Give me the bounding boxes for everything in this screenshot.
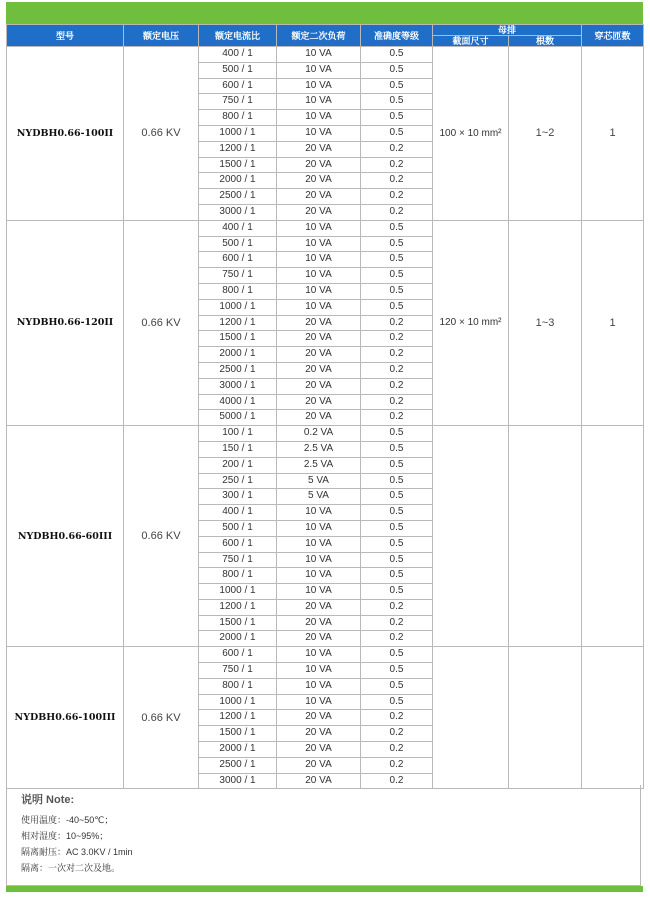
ratio-cell: 600 / 1 — [199, 252, 277, 268]
ratio-cell: 800 / 1 — [199, 110, 277, 126]
load-cell: 20 VA — [277, 710, 361, 726]
load-cell: 20 VA — [277, 742, 361, 758]
busbar-count-cell — [509, 647, 582, 789]
note-line: 相对湿度：10~95%； — [21, 831, 109, 841]
ratio-cell: 800 / 1 — [199, 283, 277, 299]
load-cell: 20 VA — [277, 599, 361, 615]
core-turns-cell: 1 — [582, 220, 644, 425]
core-turns-cell — [582, 647, 644, 789]
load-cell: 20 VA — [277, 173, 361, 189]
header-secondary-load: 额定二次负荷 — [277, 25, 361, 47]
ratio-cell: 2000 / 1 — [199, 631, 277, 647]
accuracy-cell: 0.2 — [361, 141, 433, 157]
accuracy-cell: 0.5 — [361, 283, 433, 299]
note-line: 使用温度：-40~50℃； — [21, 815, 114, 825]
load-cell: 20 VA — [277, 378, 361, 394]
accuracy-cell: 0.5 — [361, 678, 433, 694]
cross-section-cell — [433, 647, 509, 789]
load-cell: 20 VA — [277, 347, 361, 363]
ratio-cell: 5000 / 1 — [199, 410, 277, 426]
accuracy-cell: 0.5 — [361, 236, 433, 252]
ratio-cell: 500 / 1 — [199, 236, 277, 252]
accuracy-cell: 0.2 — [361, 347, 433, 363]
header-model: 型号 — [7, 25, 124, 47]
load-cell: 0.2 VA — [277, 426, 361, 442]
ratio-cell: 500 / 1 — [199, 62, 277, 78]
load-cell: 10 VA — [277, 110, 361, 126]
accuracy-cell: 0.5 — [361, 220, 433, 236]
ratio-cell: 300 / 1 — [199, 489, 277, 505]
load-cell: 10 VA — [277, 694, 361, 710]
accuracy-cell: 0.5 — [361, 663, 433, 679]
notes-title: 说明 Note: — [21, 794, 75, 806]
load-cell: 20 VA — [277, 631, 361, 647]
header-busbar: 母排 — [433, 25, 582, 36]
load-cell: 20 VA — [277, 189, 361, 205]
load-cell: 10 VA — [277, 125, 361, 141]
load-cell: 10 VA — [277, 678, 361, 694]
ratio-cell: 4000 / 1 — [199, 394, 277, 410]
ratio-cell: 1000 / 1 — [199, 299, 277, 315]
table-row — [7, 220, 644, 236]
ratio-cell: 1500 / 1 — [199, 157, 277, 173]
accuracy-cell: 0.2 — [361, 394, 433, 410]
load-cell: 20 VA — [277, 757, 361, 773]
accuracy-cell: 0.2 — [361, 362, 433, 378]
accuracy-cell: 0.2 — [361, 204, 433, 220]
accuracy-cell: 0.2 — [361, 410, 433, 426]
accuracy-cell: 0.5 — [361, 441, 433, 457]
cross-section-cell — [433, 426, 509, 647]
ratio-cell: 3000 / 1 — [199, 773, 277, 789]
ratio-cell: 2000 / 1 — [199, 347, 277, 363]
busbar-count-cell — [509, 426, 582, 647]
table-row — [7, 647, 644, 663]
accuracy-cell: 0.5 — [361, 505, 433, 521]
ratio-cell: 150 / 1 — [199, 441, 277, 457]
ratio-cell: 750 / 1 — [199, 663, 277, 679]
ratio-cell: 500 / 1 — [199, 520, 277, 536]
accuracy-cell: 0.5 — [361, 125, 433, 141]
ratio-cell: 1500 / 1 — [199, 615, 277, 631]
load-cell: 20 VA — [277, 315, 361, 331]
load-cell: 5 VA — [277, 489, 361, 505]
ratio-cell: 750 / 1 — [199, 552, 277, 568]
accuracy-cell: 0.2 — [361, 173, 433, 189]
load-cell: 10 VA — [277, 299, 361, 315]
ratio-cell: 750 / 1 — [199, 268, 277, 284]
accuracy-cell: 0.5 — [361, 694, 433, 710]
rated-voltage-cell: 0.66 KV — [124, 47, 199, 221]
rated-voltage-cell: 0.66 KV — [124, 426, 199, 647]
note-line: 隔离耐压：AC 3.0KV / 1min — [21, 847, 133, 857]
load-cell: 10 VA — [277, 252, 361, 268]
accuracy-cell: 0.2 — [361, 773, 433, 789]
ratio-cell: 2500 / 1 — [199, 362, 277, 378]
ratio-cell: 400 / 1 — [199, 47, 277, 63]
load-cell: 10 VA — [277, 268, 361, 284]
accuracy-cell: 0.5 — [361, 647, 433, 663]
accuracy-cell: 0.5 — [361, 536, 433, 552]
load-cell: 10 VA — [277, 220, 361, 236]
header-cross-section: 截面尺寸 — [433, 36, 509, 47]
table-row — [7, 47, 644, 63]
ratio-cell: 800 / 1 — [199, 568, 277, 584]
header-rated-voltage: 额定电压 — [124, 25, 199, 47]
ratio-cell: 3000 / 1 — [199, 378, 277, 394]
top-accent-bar — [6, 2, 643, 24]
spec-table — [6, 24, 644, 789]
accuracy-cell: 0.5 — [361, 552, 433, 568]
table-row — [7, 426, 644, 442]
ratio-cell: 1000 / 1 — [199, 694, 277, 710]
accuracy-cell: 0.2 — [361, 615, 433, 631]
rated-voltage-cell: 0.66 KV — [124, 647, 199, 789]
load-cell: 10 VA — [277, 78, 361, 94]
accuracy-cell: 0.5 — [361, 520, 433, 536]
model-cell: NYDBH0.66-120II — [7, 220, 124, 425]
load-cell: 20 VA — [277, 773, 361, 789]
accuracy-cell: 0.5 — [361, 568, 433, 584]
accuracy-cell: 0.5 — [361, 252, 433, 268]
load-cell: 10 VA — [277, 552, 361, 568]
load-cell: 20 VA — [277, 410, 361, 426]
load-cell: 10 VA — [277, 94, 361, 110]
accuracy-cell: 0.2 — [361, 378, 433, 394]
ratio-cell: 1500 / 1 — [199, 726, 277, 742]
busbar-count-cell: 1~2 — [509, 47, 582, 221]
table-body — [7, 47, 644, 789]
ratio-cell: 1200 / 1 — [199, 315, 277, 331]
load-cell: 20 VA — [277, 141, 361, 157]
accuracy-cell: 0.5 — [361, 47, 433, 63]
ratio-cell: 1000 / 1 — [199, 584, 277, 600]
core-turns-cell: 1 — [582, 47, 644, 221]
load-cell: 10 VA — [277, 283, 361, 299]
accuracy-cell: 0.5 — [361, 62, 433, 78]
accuracy-cell: 0.2 — [361, 742, 433, 758]
ratio-cell: 600 / 1 — [199, 536, 277, 552]
load-cell: 20 VA — [277, 394, 361, 410]
accuracy-cell: 0.5 — [361, 473, 433, 489]
ratio-cell: 2000 / 1 — [199, 742, 277, 758]
ratio-cell: 1000 / 1 — [199, 125, 277, 141]
accuracy-cell: 0.5 — [361, 299, 433, 315]
note-line: 隔离：一次对二次及地。 — [21, 863, 121, 873]
load-cell: 10 VA — [277, 520, 361, 536]
ratio-cell: 400 / 1 — [199, 505, 277, 521]
ratio-cell: 750 / 1 — [199, 94, 277, 110]
load-cell: 10 VA — [277, 663, 361, 679]
bottom-accent-bar — [6, 886, 643, 892]
ratio-cell: 250 / 1 — [199, 473, 277, 489]
load-cell: 10 VA — [277, 647, 361, 663]
load-cell: 10 VA — [277, 47, 361, 63]
core-turns-cell — [582, 426, 644, 647]
load-cell: 10 VA — [277, 584, 361, 600]
ratio-cell: 1200 / 1 — [199, 710, 277, 726]
cross-section-cell: 100 × 10 mm² — [433, 47, 509, 221]
accuracy-cell: 0.5 — [361, 584, 433, 600]
load-cell: 20 VA — [277, 157, 361, 173]
accuracy-cell: 0.2 — [361, 757, 433, 773]
model-cell: NYDBH0.66-100III — [7, 647, 124, 789]
accuracy-cell: 0.2 — [361, 331, 433, 347]
load-cell: 10 VA — [277, 505, 361, 521]
ratio-cell: 2500 / 1 — [199, 189, 277, 205]
ratio-cell: 1200 / 1 — [199, 599, 277, 615]
accuracy-cell: 0.5 — [361, 110, 433, 126]
ratio-cell: 600 / 1 — [199, 78, 277, 94]
load-cell: 10 VA — [277, 536, 361, 552]
ratio-cell: 600 / 1 — [199, 647, 277, 663]
accuracy-cell: 0.5 — [361, 457, 433, 473]
ratio-cell: 800 / 1 — [199, 678, 277, 694]
header-rated-ratio: 额定电流比 — [199, 25, 277, 47]
header-core-turns: 穿芯匝数 — [582, 25, 644, 47]
header-accuracy-class: 准确度等级 — [361, 25, 433, 47]
accuracy-cell: 0.2 — [361, 157, 433, 173]
load-cell: 10 VA — [277, 236, 361, 252]
accuracy-cell: 0.2 — [361, 599, 433, 615]
accuracy-cell: 0.2 — [361, 726, 433, 742]
load-cell: 2.5 VA — [277, 441, 361, 457]
busbar-count-cell: 1~3 — [509, 220, 582, 425]
accuracy-cell: 0.5 — [361, 489, 433, 505]
table-header — [7, 25, 644, 47]
ratio-cell: 400 / 1 — [199, 220, 277, 236]
load-cell: 20 VA — [277, 362, 361, 378]
load-cell: 2.5 VA — [277, 457, 361, 473]
header-count: 根数 — [509, 36, 582, 47]
accuracy-cell: 0.2 — [361, 189, 433, 205]
accuracy-cell: 0.2 — [361, 710, 433, 726]
rated-voltage-cell: 0.66 KV — [124, 220, 199, 425]
ratio-cell: 2000 / 1 — [199, 173, 277, 189]
ratio-cell: 1200 / 1 — [199, 141, 277, 157]
load-cell: 20 VA — [277, 204, 361, 220]
accuracy-cell: 0.5 — [361, 426, 433, 442]
ratio-cell: 200 / 1 — [199, 457, 277, 473]
ratio-cell: 2500 / 1 — [199, 757, 277, 773]
load-cell: 20 VA — [277, 726, 361, 742]
cross-section-cell: 120 × 10 mm² — [433, 220, 509, 425]
load-cell: 20 VA — [277, 331, 361, 347]
accuracy-cell: 0.5 — [361, 94, 433, 110]
ratio-cell: 1500 / 1 — [199, 331, 277, 347]
accuracy-cell: 0.5 — [361, 78, 433, 94]
model-cell: NYDBH0.66-100II — [7, 47, 124, 221]
load-cell: 10 VA — [277, 62, 361, 78]
load-cell: 20 VA — [277, 615, 361, 631]
notes-list — [21, 815, 630, 873]
accuracy-cell: 0.2 — [361, 315, 433, 331]
accuracy-cell: 0.5 — [361, 268, 433, 284]
ratio-cell: 100 / 1 — [199, 426, 277, 442]
notes-section — [6, 785, 641, 886]
accuracy-cell: 0.2 — [361, 631, 433, 647]
load-cell: 5 VA — [277, 473, 361, 489]
model-cell: NYDBH0.66-60III — [7, 426, 124, 647]
ratio-cell: 3000 / 1 — [199, 204, 277, 220]
load-cell: 10 VA — [277, 568, 361, 584]
